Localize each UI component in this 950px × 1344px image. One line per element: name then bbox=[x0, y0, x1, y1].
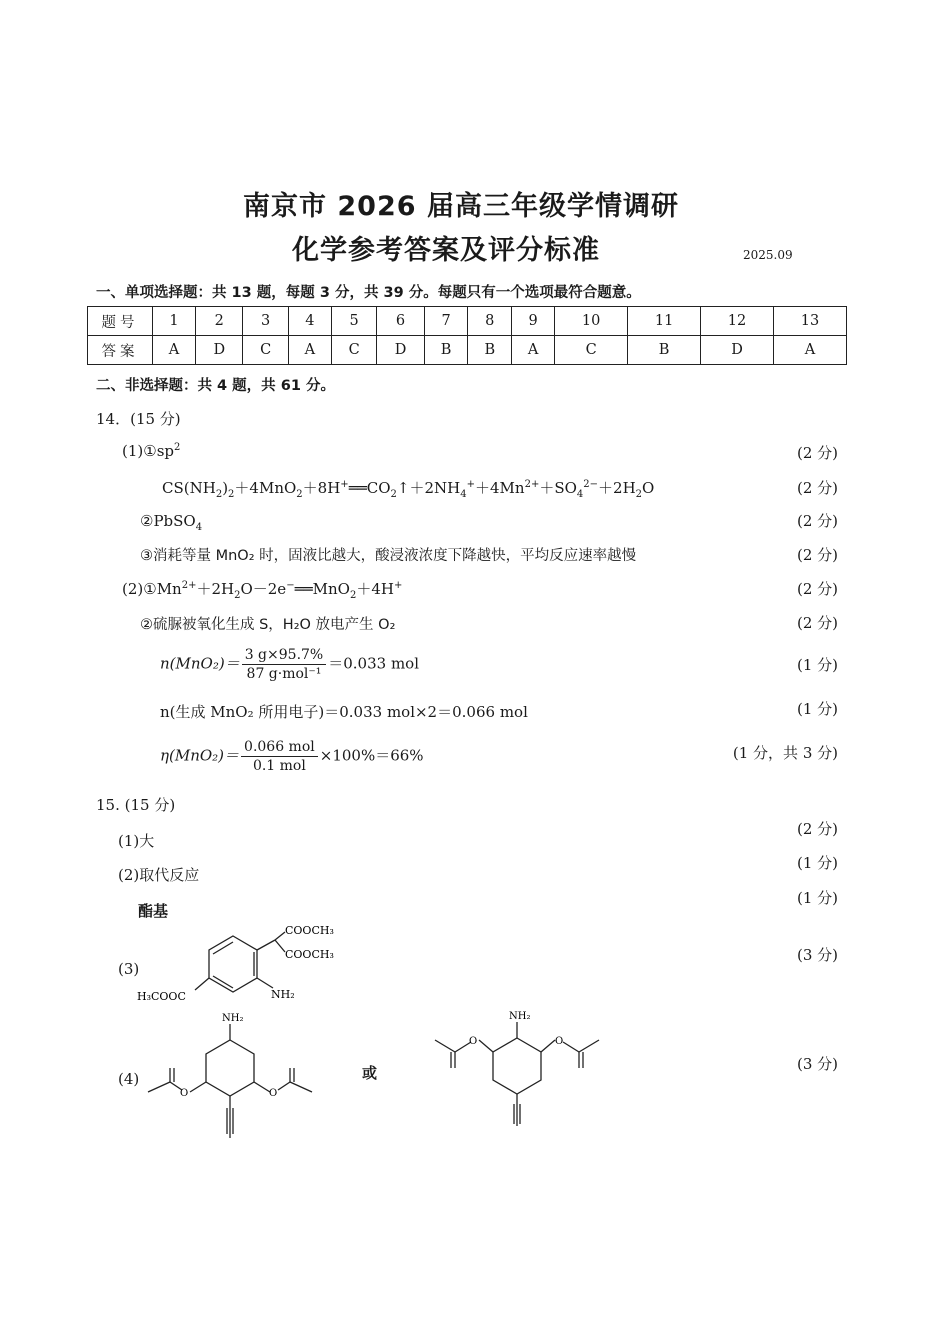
q15-part2-score: (1 分) bbox=[796, 854, 838, 872]
q14-part1-sub2-text: ②PbSO bbox=[140, 512, 196, 530]
table-cell-number: 6 bbox=[377, 307, 424, 336]
q15-part2-b-score: (1 分) bbox=[796, 889, 838, 907]
q14-calc-1-numerator: 3 g×95.7% bbox=[242, 646, 327, 665]
s4a-nh2: NH₂ bbox=[222, 1013, 244, 1024]
table-cell-answer: D bbox=[701, 336, 774, 365]
q14-calc-3 bbox=[160, 738, 424, 775]
q14-calc-2: n(生成 MnO₂ 所用电子)＝0.033 mol×2＝0.066 mol bbox=[160, 703, 528, 721]
q14-calc-2-score: (1 分) bbox=[796, 700, 838, 718]
q15-header: 15. (15 分) bbox=[96, 796, 176, 814]
table-cell-number: 13 bbox=[774, 307, 847, 336]
table-cell-number: 3 bbox=[243, 307, 288, 336]
s3-nh2: NH₂ bbox=[271, 988, 295, 1001]
answer-table bbox=[87, 306, 847, 365]
q14-part1-sub3-score: (2 分) bbox=[796, 546, 838, 564]
s4b-nh2: NH₂ bbox=[509, 1011, 531, 1022]
q14-equation-1-score: (2 分) bbox=[796, 479, 838, 497]
q14-part2-sub2-score: (2 分) bbox=[796, 614, 838, 632]
table-cell-number: 5 bbox=[331, 307, 376, 336]
q14-part2-sub2: ②硫脲被氧化生成 S，H₂O 放电产生 O₂ bbox=[140, 617, 396, 633]
table-cell-number: 4 bbox=[288, 307, 331, 336]
table-cell-answer: B bbox=[424, 336, 468, 365]
table-cell-number: 11 bbox=[628, 307, 701, 336]
table-cell-answer: A bbox=[512, 336, 555, 365]
table-cell-answer: C bbox=[243, 336, 288, 365]
q14-calc-3-fraction bbox=[241, 738, 318, 775]
table-cell-answer: B bbox=[468, 336, 512, 365]
q15-part1: (1)大 bbox=[118, 832, 155, 850]
q14-part1-sub2-score: (2 分) bbox=[796, 512, 838, 530]
table-row bbox=[88, 336, 847, 365]
row-label-number: 题号 bbox=[88, 307, 153, 336]
row-label-answer: 答案 bbox=[88, 336, 153, 365]
section-1-heading: 一、单项选择题：共 13 题，每题 3 分，共 39 分。每题只有一个选项最符合题意。 bbox=[96, 285, 641, 301]
structure-q15-4b bbox=[425, 1008, 625, 1133]
q15-part3-score: (3 分) bbox=[796, 946, 838, 964]
q14-header: 14．(15 分) bbox=[96, 410, 181, 428]
q15-part2: (2)取代反应 bbox=[118, 866, 200, 884]
table-cell-number: 1 bbox=[153, 307, 196, 336]
table-cell-number: 2 bbox=[196, 307, 243, 336]
structure-q15-4a bbox=[140, 1010, 340, 1140]
table-cell-answer: D bbox=[196, 336, 243, 365]
q14-calc-1-denominator: 87 g·mol⁻¹ bbox=[246, 666, 322, 682]
q14-calc-1-rhs: ＝0.033 mol bbox=[328, 654, 419, 673]
s3-coo2: COOCH₃ bbox=[285, 948, 334, 961]
table-cell-answer: C bbox=[555, 336, 628, 365]
q14-calc-1-lhs: n(MnO₂)＝ bbox=[160, 654, 240, 673]
q14-part2-equation: $(2)①Mn^{2+}+2H_2O-2e^-══MnO_2+4H^+$ bbox=[122, 580, 403, 601]
q14-part1-sup: 2 bbox=[174, 442, 181, 453]
table-cell-number: 8 bbox=[468, 307, 512, 336]
table-cell-number: 9 bbox=[512, 307, 555, 336]
q14-calc-3-denominator: 0.1 mol bbox=[252, 758, 306, 774]
table-cell-answer: A bbox=[288, 336, 331, 365]
table-row bbox=[88, 307, 847, 336]
s4a-o1: O bbox=[180, 1088, 189, 1099]
q14-part1-score: (2 分) bbox=[796, 444, 838, 462]
q15-part3-label: (3) bbox=[118, 960, 140, 978]
date-stamp: 2025.09 bbox=[743, 248, 793, 262]
q15-part4-score: (3 分) bbox=[796, 1055, 838, 1073]
table-cell-answer: D bbox=[377, 336, 424, 365]
s4b-o1: O bbox=[469, 1036, 478, 1047]
structure-q15-3 bbox=[135, 920, 365, 1010]
q14-calc-3-score: (1 分，共 3 分) bbox=[732, 744, 838, 762]
table-cell-answer: B bbox=[628, 336, 701, 365]
q15-part1-score: (2 分) bbox=[796, 820, 838, 838]
q14-part1-sub2-sub: 4 bbox=[195, 522, 203, 533]
page-subtitle: 化学参考答案及评分标准 bbox=[292, 235, 600, 266]
table-cell-number: 10 bbox=[555, 307, 628, 336]
s4b-o2: O bbox=[555, 1036, 564, 1047]
q14-part1-answer bbox=[122, 442, 180, 460]
q14-calc-1-fraction bbox=[242, 646, 327, 683]
s3-left: H₃COOC bbox=[137, 990, 186, 1003]
table-cell-number: 12 bbox=[701, 307, 774, 336]
q14-calc-3-rhs: ×100%＝66% bbox=[319, 746, 424, 765]
table-cell-answer: A bbox=[774, 336, 847, 365]
q14-calc-1 bbox=[160, 646, 419, 683]
table-cell-number: 7 bbox=[424, 307, 468, 336]
section-2-heading: 二、非选择题：共 4 题，共 61 分。 bbox=[96, 378, 335, 394]
q14-calc-1-score: (1 分) bbox=[796, 656, 838, 674]
q14-part1-sub3: ③消耗等量 MnO₂ 时，固液比越大，酸浸液浓度下降越快，平均反应速率越慢 bbox=[140, 548, 637, 564]
page-title: 南京市 2026 届高三年级学情调研 bbox=[243, 191, 679, 222]
table-cell-answer: A bbox=[153, 336, 196, 365]
q14-part1-text: (1)①sp bbox=[122, 442, 174, 460]
q14-part1-sub2 bbox=[140, 512, 202, 533]
q14-part2-equation-score: (2 分) bbox=[796, 580, 838, 598]
q15-part4-or: 或 bbox=[362, 1064, 378, 1082]
q14-equation-1: $CS(NH_2)_2+4MnO_2+8H^+══CO_2↑+2NH_4^++4Mn^{2+}+SO_4^{2-}+2H_2O$ bbox=[162, 479, 655, 500]
q15-part4-label: (4) bbox=[118, 1070, 140, 1088]
q14-calc-3-lhs: η(MnO₂)＝ bbox=[160, 746, 240, 765]
s4a-o2: O bbox=[269, 1088, 278, 1099]
table-cell-answer: C bbox=[331, 336, 376, 365]
q15-part2-b: 酯基 bbox=[138, 902, 169, 920]
q14-calc-3-numerator: 0.066 mol bbox=[241, 738, 318, 757]
s3-coo1: COOCH₃ bbox=[285, 924, 334, 937]
